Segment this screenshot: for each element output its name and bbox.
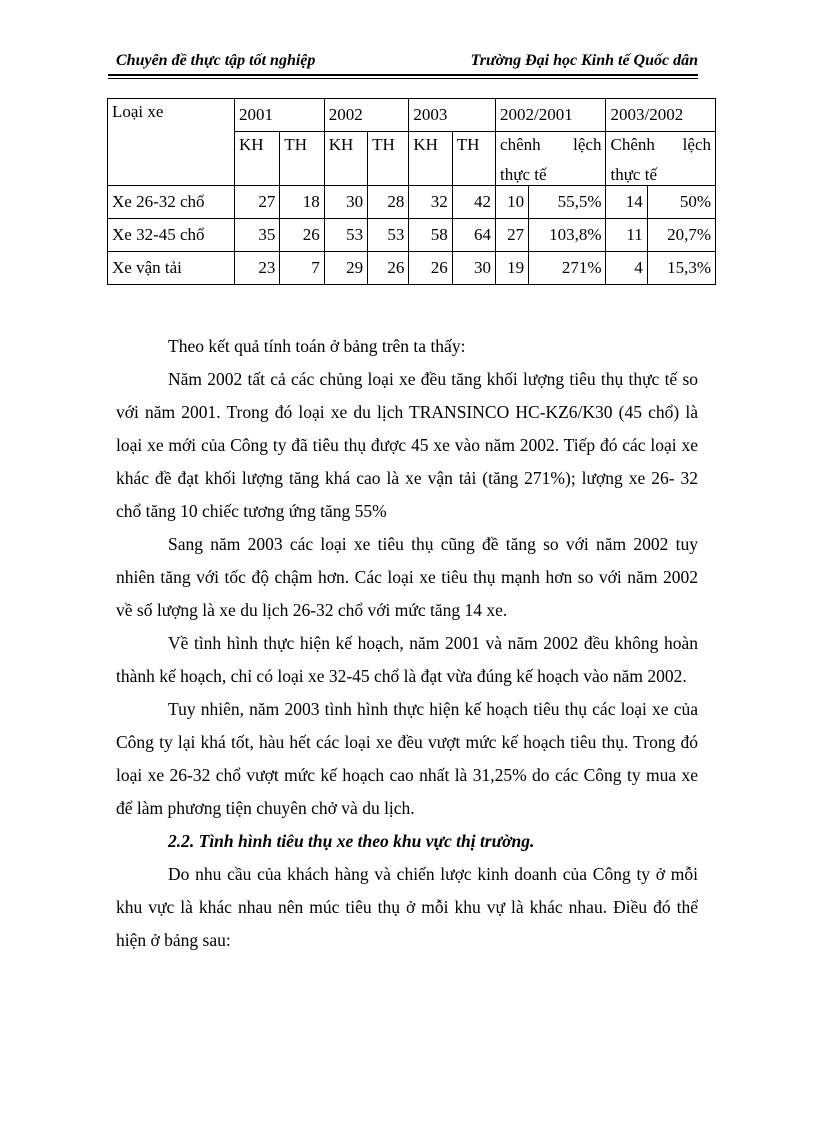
header-year-2002: 2002 — [324, 99, 409, 132]
header-year-2003: 2003 — [409, 99, 496, 132]
header-rule-thin — [108, 78, 698, 79]
paragraph-2003: Sang năm 2003 các loại xe tiêu thụ cũng đề tăng so với năm 2002 tuy nhiên tăng với tốc độ chậm hơn. Các loại xe tiêu thụ mạnh hơn so với năm 2002 về số lượng là xe du lịch 26-32 chổ với mức tăng 14 xe. — [116, 534, 698, 620]
paragraph-2002: Năm 2002 tất cả các chủng loại xe đều tăng khối lượng tiêu thụ thực tế so với năm 2001. Trong đó loại xe du lịch TRANSINCO HC-KZ6/K30 (45 chổ) là loại xe mới của Công ty đã tiêu thụ được 45 xe vào năm 2002. Tiếp đó các loại xe khác đề đạt khối lượng tăng khá cao là xe vận tải (tăng 271%); lượng xe 26- 32 chổ tăng 10 chiếc tương ứng tăng 55% — [116, 369, 698, 521]
paragraph-region: Do nhu cầu của khách hàng và chiến lược kinh doanh của Công ty ở mỗi khu vực là khác nhau nên múc tiêu thụ ở mỗi khu vự là khác nhau. Điều đó thể hiện ở bảng sau: — [116, 864, 698, 950]
paragraph-2003-plan: Tuy nhiên, năm 2003 tình hình thực hiện kế hoạch tiêu thụ các loại xe của Công ty lại khá tốt, hàu hết các loại xe đều vượt mức kế hoạch tiêu thụ. Trong đó loại xe 26-32 chổ vượt mức kế hoạch cao nhất là 31,25% do các Công ty mua xe để làm phương tiện chuyên chở và du lịch. — [116, 699, 698, 818]
paragraph-intro: Theo kết quả tính toán ở bảng trên ta thấy: — [168, 336, 466, 356]
header-left-title: Chuyên đề thực tập tốt nghiệp — [116, 52, 316, 69]
header-kh-2002: KH — [324, 132, 367, 186]
header-rule — [108, 74, 698, 76]
table-row: Xe 32-45 chổ 35 26 53 53 58 64 27 103,8% 11 20,7% — [108, 219, 716, 252]
header-chenh-lech-2: Chênh lệch thực tế — [606, 132, 716, 186]
header-year-2001: 2001 — [234, 99, 324, 132]
header-kh-2003: KH — [409, 132, 452, 186]
header-th-2002: TH — [368, 132, 409, 186]
header-2003-2002: 2003/2002 — [606, 99, 716, 132]
body-text — [116, 330, 698, 957]
paragraph-plan: Về tình hình thực hiện kế hoạch, năm 2001 và năm 2002 đều không hoàn thành kế hoạch, chỉ có loại xe 32-45 chổ là đạt vừa đúng kế hoạch vào năm 2002. — [116, 633, 698, 686]
header-chenh-lech-1: chênh lệch thực tế — [496, 132, 606, 186]
header-th-2001: TH — [280, 132, 324, 186]
sales-table — [107, 98, 716, 285]
table-row: Xe vận tải 23 7 29 26 26 30 19 271% 4 15,3% — [108, 252, 716, 285]
section-heading: 2.2. Tình hình tiêu thụ xe theo khu vực thị trường. — [168, 831, 535, 851]
header-th-2003: TH — [452, 132, 495, 186]
header-2002-2001: 2002/2001 — [496, 99, 606, 132]
header-kh-2001: KH — [234, 132, 279, 186]
header-loai-xe: Loại xe — [108, 99, 235, 186]
table-row: Xe 26-32 chổ 27 18 30 28 32 42 10 55,5% 14 50% — [108, 186, 716, 219]
header-right-title: Trường Đại học Kinh tế Quốc dân — [470, 52, 698, 69]
page-header — [108, 50, 698, 74]
table-header-row-1 — [108, 99, 716, 132]
